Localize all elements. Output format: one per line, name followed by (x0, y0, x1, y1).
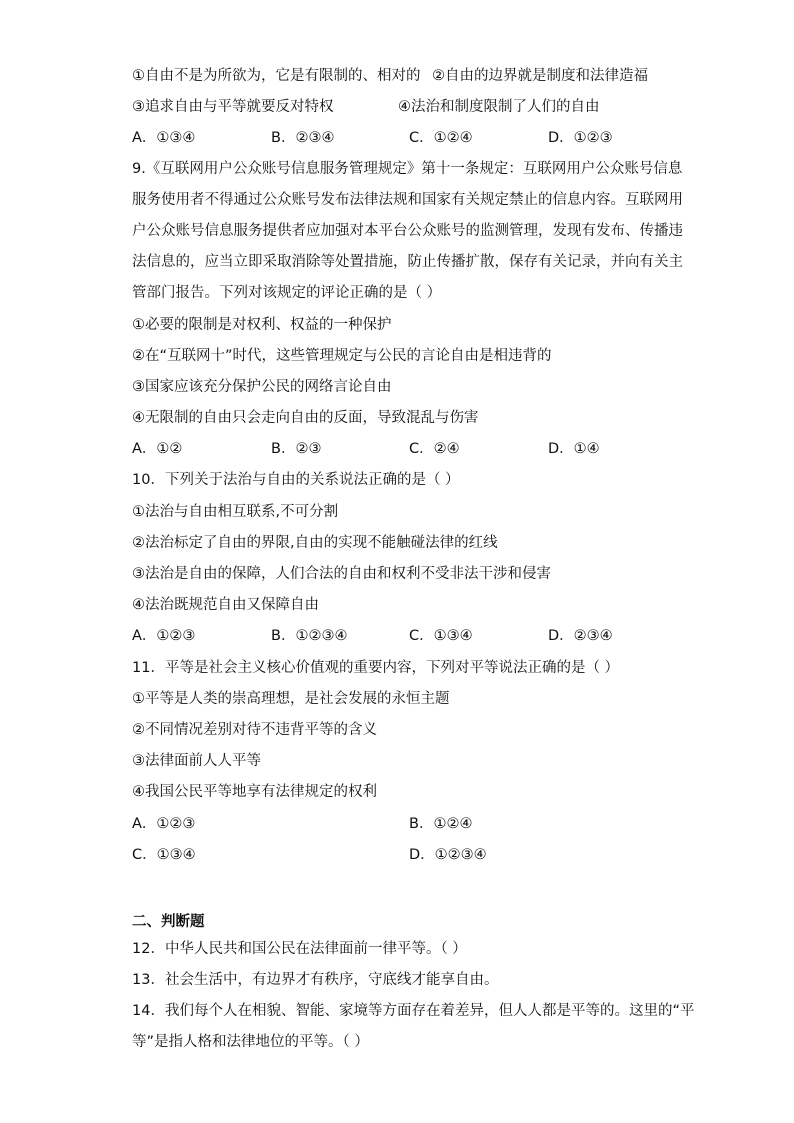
q9-options (132, 439, 692, 459)
section-title-judgment: 二、判断题 (132, 914, 205, 930)
q11-options-row-1 (132, 814, 692, 834)
q11-option-a: A．①②③ (132, 816, 196, 832)
q9-stem-line-2: 服务使用者不得通过公众账号发布法律法规和国家有关规定禁止的信息内容。互联网用 (132, 192, 683, 208)
q8-option-c: C．①②④ (409, 130, 473, 146)
q8-statement-3: ③追求自由与平等就要反对特权 (132, 99, 334, 115)
q11-statement-2: ②不同情况差别对待不违背平等的含义 (132, 722, 377, 738)
q9-option-c: C．②④ (409, 441, 460, 457)
q14-stem-line-1: 14．我们每个人在相貌、智能、家境等方面存在着差异，但人人都是平等的。这里的“平 (132, 1003, 695, 1019)
q8-statement-1: ①自由不是为所欲为，它是有限制的、相对的 (132, 68, 421, 84)
q11-statement-1: ①平等是人类的崇高理想，是社会发展的永恒主题 (132, 691, 450, 707)
q8-statement-row-1 (132, 66, 692, 86)
q10-statement-1: ①法治与自由相互联系,不可分割 (132, 504, 339, 520)
q11-option-d: D．①②③④ (409, 847, 487, 863)
q11-options-row-2 (132, 845, 692, 865)
q10-statement-2: ②法治标定了自由的界限,自由的实现不能触碰法律的红线 (132, 535, 498, 551)
q11-statement-4: ④我国公民平等地享有法律规定的权利 (132, 784, 377, 800)
q10-option-d: D．②③④ (548, 628, 613, 644)
q10-statement-3: ③法治是自由的保障，人们合法的自由和权利不受非法干涉和侵害 (132, 566, 551, 582)
q9-statement-1: ①必要的限制是对权利、权益的一种保护 (132, 317, 392, 333)
q8-option-d: D．①②③ (548, 130, 613, 146)
q10-stem: 10．下列关于法治与自由的关系说法正确的是（ ） (132, 472, 460, 488)
q8-option-b: B．②③④ (271, 130, 335, 146)
q10-options (132, 626, 692, 646)
q10-option-a: A．①②③ (132, 628, 196, 644)
q9-option-a: A．①② (132, 441, 183, 457)
q10-option-b: B．①②③④ (271, 628, 348, 644)
q8-statement-row-2 (132, 97, 692, 117)
q9-statement-3: ③国家应该充分保护公民的网络言论自由 (132, 379, 392, 395)
q11-stem: 11．平等是社会主义核心价值观的重要内容，下列对平等说法正确的是（ ） (132, 660, 620, 676)
q13-stem: 13．社会生活中，有边界才有秩序，守底线才能享自由。 (132, 972, 499, 988)
q10-statement-4: ④法治既规范自由又保障自由 (132, 597, 319, 613)
q14-stem-line-2: 等”是指人格和法律地位的平等。（ ） (132, 1034, 369, 1050)
q9-stem-line-5: 管部门报告。下列对该规定的评论正确的是（ ） (132, 285, 442, 301)
q12-stem: 12．中华人民共和国公民在法律面前一律平等。（ ） (132, 941, 467, 957)
q8-statement-4: ④法治和制度限制了人们的自由 (398, 99, 600, 115)
q11-option-b: B．①②④ (409, 816, 473, 832)
q8-options (132, 128, 692, 148)
q9-stem-line-4: 法信息的，应当立即采取消除等处置措施，防止传播扩散，保存有关记录，并向有关主 (132, 254, 683, 270)
q9-stem-line-1: 9.《互联网用户公众账号信息服务管理规定》第十一条规定：互联网用户公众账号信息 (132, 161, 683, 177)
q8-option-a: A．①③④ (132, 130, 196, 146)
q10-option-c: C．①③④ (409, 628, 473, 644)
q9-statement-2: ②在“互联网十”时代，这些管理规定与公民的言论自由是相违背的 (132, 348, 552, 364)
q11-statement-3: ③法律面前人人平等 (132, 753, 261, 769)
q9-stem-line-3: 户公众账号信息服务提供者应加强对本平台公众账号的监测管理，发现有发布、传播违 (132, 223, 683, 239)
q8-statement-2: ②自由的边界就是制度和法律造福 (432, 68, 648, 84)
q9-option-d: D．①④ (548, 441, 600, 457)
q11-option-c: C．①③④ (132, 847, 196, 863)
q9-statement-4: ④无限制的自由只会走向自由的反面，导致混乱与伤害 (132, 410, 479, 426)
q9-option-b: B．②③ (271, 441, 322, 457)
